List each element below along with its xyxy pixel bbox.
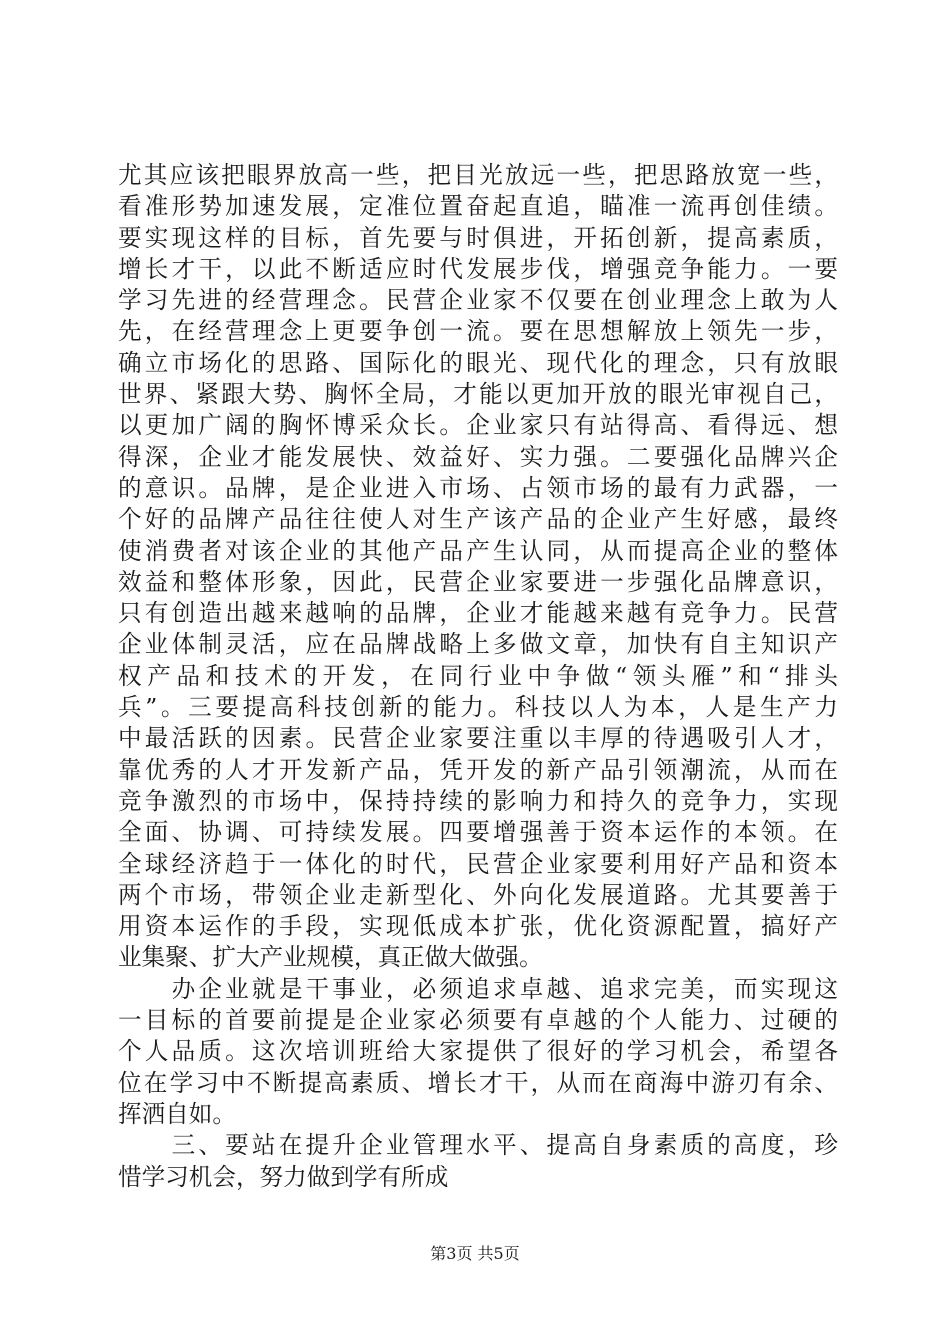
page-footer: 第3页 共5页 [430,1244,520,1263]
text-line: 只有创造出越来越响的品牌，企业才能越来越有竞争力。民营 [118,599,838,628]
text-line: 确立市场化的思路、国际化的眼光、现代化的理念，只有放眼 [118,348,838,377]
text-line: 三、要站在提升企业管理水平、提高自身素质的高度，珍 [118,1131,838,1160]
text-line: 惜学习机会，努力做到学有所成 [118,1162,449,1191]
text-line: 先，在经营理念上更要争创一流。要在思想解放上领先一步， [118,317,838,346]
text-line: 使消费者对该企业的其他产品产生认同，从而提高企业的整体 [118,536,838,565]
text-line: 权产品和技术的开发，在同行业中争做“领头雁”和“排头 [118,661,838,690]
text-line: 得深，企业才能发展快、效益好、实力强。二要强化品牌兴企 [118,442,838,471]
text-line: 用资本运作的手段，实现低成本扩张，优化资源配置，搞好产 [118,912,838,941]
text-line: 竞争激烈的市场中，保持持续的影响力和持久的竞争力，实现 [118,786,838,815]
text-line: 的意识。品牌，是企业进入市场、占领市场的最有力武器，一 [118,473,838,502]
text-line: 位在学习中不断提高素质、增长才干，从而在商海中游刃有余、 [118,1068,838,1097]
text-line: 兵”。三要提高科技创新的能力。科技以人为本，人是生产力 [118,693,838,722]
text-line: 效益和整体形象，因此，民营企业家要进一步强化品牌意识， [118,567,838,596]
text-line: 个人品质。这次培训班给大家提供了很好的学习机会，希望各 [118,1037,838,1066]
text-line: 靠优秀的人才开发新产品，凭开发的新产品引领潮流，从而在 [118,755,838,784]
text-line: 世界、紧跟大势、胸怀全局，才能以更加开放的眼光审视自己， [118,380,838,409]
text-line: 一目标的首要前提是企业家必须要有卓越的个人能力、过硬的 [118,1006,838,1035]
text-line: 要实现这样的目标，首先要与时俱进，开拓创新，提高素质， [118,223,838,252]
text-line: 挥洒自如。 [118,1099,236,1128]
text-line: 全球经济趋于一体化的时代，民营企业家要利用好产品和资本 [118,849,838,878]
text-line: 看准形势加速发展，定准位置奋起直追，瞄准一流再创佳绩。 [118,192,838,221]
text-line: 办企业就是干事业，必须追求卓越、追求完美，而实现这 [118,974,838,1003]
text-line: 学习先进的经营理念。民营企业家不仅要在创业理念上敢为人 [118,286,838,315]
body-text [118,160,838,1193]
text-line: 业集聚、扩大产业规模，真正做大做强。 [118,943,543,972]
text-line: 以更加广阔的胸怀博采众长。企业家只有站得高、看得远、想 [118,411,838,440]
text-line: 增长才干，以此不断适应时代发展步伐，增强竞争能力。一要 [118,254,838,283]
text-line: 两个市场，带领企业走新型化、外向化发展道路。尤其要善于 [118,880,838,909]
text-line: 尤其应该把眼界放高一些，把目光放远一些，把思路放宽一些， [118,161,838,189]
text-line: 个好的品牌产品往往使人对生产该产品的企业产生好感，最终 [118,505,838,534]
text-line: 全面、协调、可持续发展。四要增强善于资本运作的本领。在 [118,818,838,847]
text-line: 企业体制灵活，应在品牌战略上多做文章，加快有自主知识产 [118,630,838,659]
text-line: 中最活跃的因素。民营企业家要注重以丰厚的待遇吸引人才， [118,724,838,753]
